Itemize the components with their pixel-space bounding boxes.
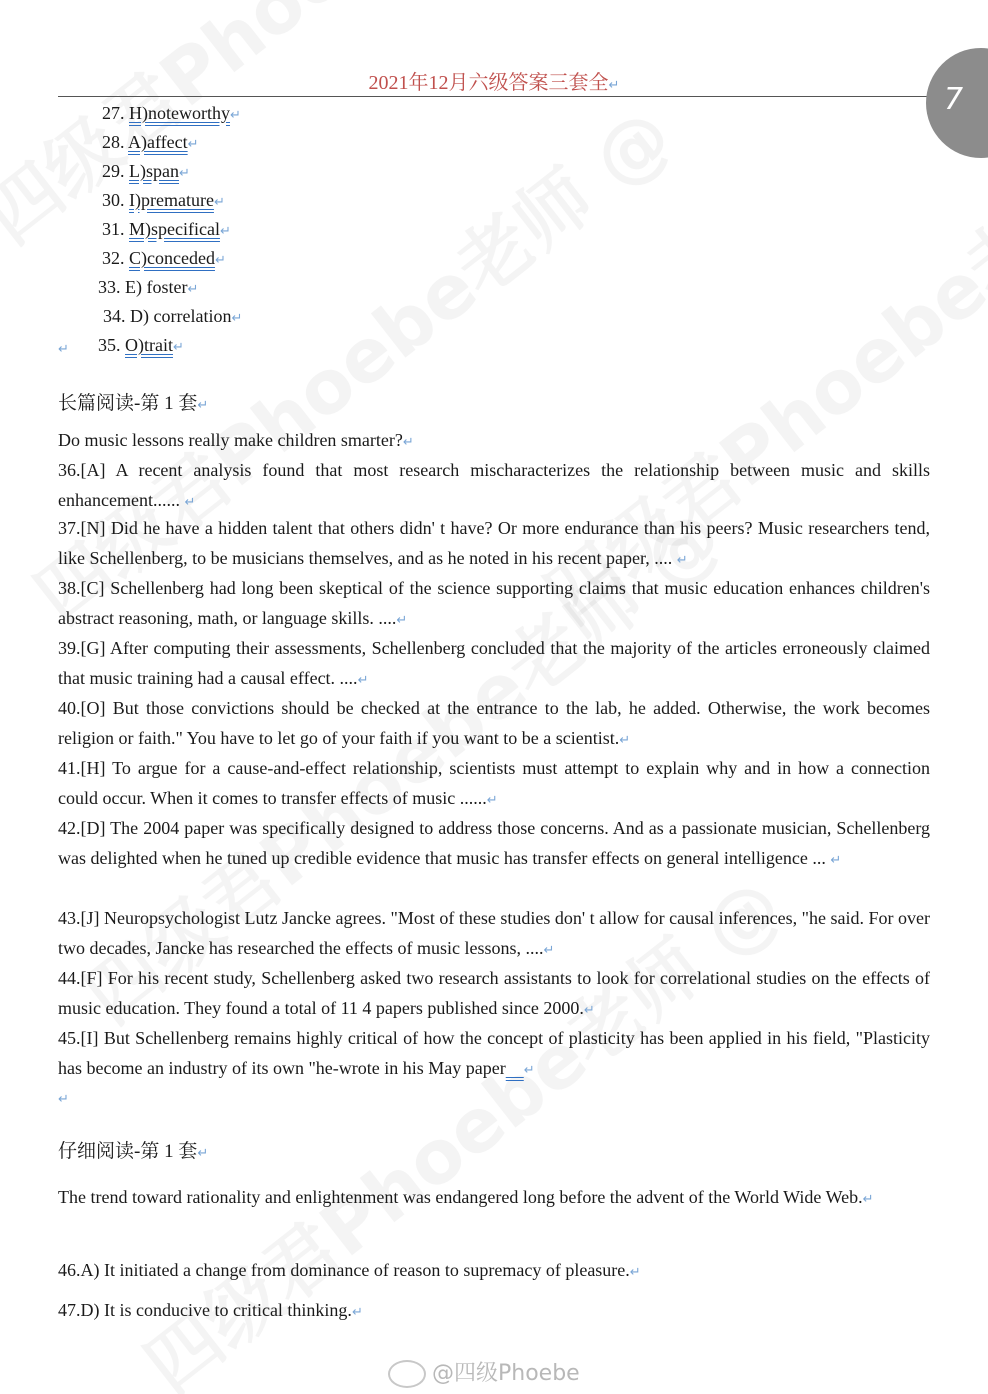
footer-watermark: @四级Phoebe [388,1356,580,1388]
answer-paragraph: 39.[G] After computing their assessments, Schellenberg concluded that the majority of the articles erroneously claimed that music training had a causal effect. ....↵ [58,638,930,688]
answer-paragraph: 40.[O] But those convictions should be checked at the entrance to the lab, he added. Otherwise, the work becomes religion or faith." You have to let go of your faith if you want to be a scientist.↵ [58,698,930,748]
section-title: 仔细阅读-第 1 套↵ [58,1141,209,1162]
passage-title: The trend toward rationality and enlightenment was endangered long before the advent of the World Wide Web.↵ [58,1187,874,1207]
answer-paragraph: 36.[A] A recent analysis found that most research mischaracterizes the relationship between music and skills enhancement...... ↵ [58,460,930,510]
answer-paragraph: 43.[J] Neuropsychologist Lutz Jancke agrees. "Most of these studies don' t allow for causal inferences, "he said. For over two decades, Jancke has researched the effects of music lessons, ....↵ [58,908,930,958]
header-rule [58,96,938,97]
weibo-icon [388,1360,426,1388]
answer-item: 30. I)premature↵ [102,190,225,210]
return-mark: ↵ [58,342,69,357]
passage-title: Do music lessons really make children smarter?↵ [58,430,414,450]
answer-item: 31. M)specifical↵ [102,219,231,239]
answer-paragraph: 38.[C] Schellenberg had long been skeptical of the science supporting claims that music education enhances children's abstract reasoning, math, or language skills. ....↵ [58,578,930,628]
return-mark: ↵ [608,78,620,93]
answer-paragraph: 41.[H] To argue for a cause-and-effect relationship, scientists must attempt to explain why and in how a connection could occur. When it comes to transfer effects of music ......↵ [58,758,930,808]
answer-list [98,100,242,361]
answer-paragraph: 46.A) It initiated a change from dominance of reason to supremacy of pleasure.↵ [58,1260,641,1280]
answer-paragraph: 45.[I] But Schellenberg remains highly critical of how the concept of plasticity has been applied in his field, "Plasticity has become an industry of its own "he-wrote in his May paper ↵ [58,1028,930,1078]
answer-item: 32. C)conceded↵ [102,248,226,268]
section-title: 长篇阅读-第 1 套↵ [58,393,209,414]
answer-paragraph: 42.[D] The 2004 paper was specifically designed to address those concerns. And as a passionate musician, Schellenberg was delighted when he tuned up credible evidence that music has transfer effects on general intelligence ... ↵ [58,818,930,868]
answer-item: 27. H)noteworthy↵ [102,103,241,123]
answer-paragraph: 44.[F] For his recent study, Schellenberg asked two research assistants to look for correlational studies on the effects of music education. They found a total of 11 4 papers published since 2000.↵ [58,968,930,1018]
answer-paragraph: 47.D) It is conducive to critical thinking.↵ [58,1300,363,1320]
answer-item: 35. O)trait↵ [98,335,184,355]
page-header [0,66,988,95]
answer-item: 33. E) foster↵ [98,277,199,297]
answer-item: 29. L)span↵ [102,161,190,181]
return-mark: ↵ [58,1092,69,1107]
answer-item: 28. A)affect↵ [102,132,199,152]
answer-paragraph: 37.[N] Did he have a hidden talent that others didn' t have? Or more endurance than his peers? Music researchers tend, like Schellenberg, to be musicians themselves, and as he noted in his recent paper, .... ↵ [58,518,930,568]
header-title: 2021年12月六级答案三套全 [368,72,609,94]
answer-item: 34. D) correlation↵ [103,306,243,326]
page-number: 7 [944,82,964,117]
